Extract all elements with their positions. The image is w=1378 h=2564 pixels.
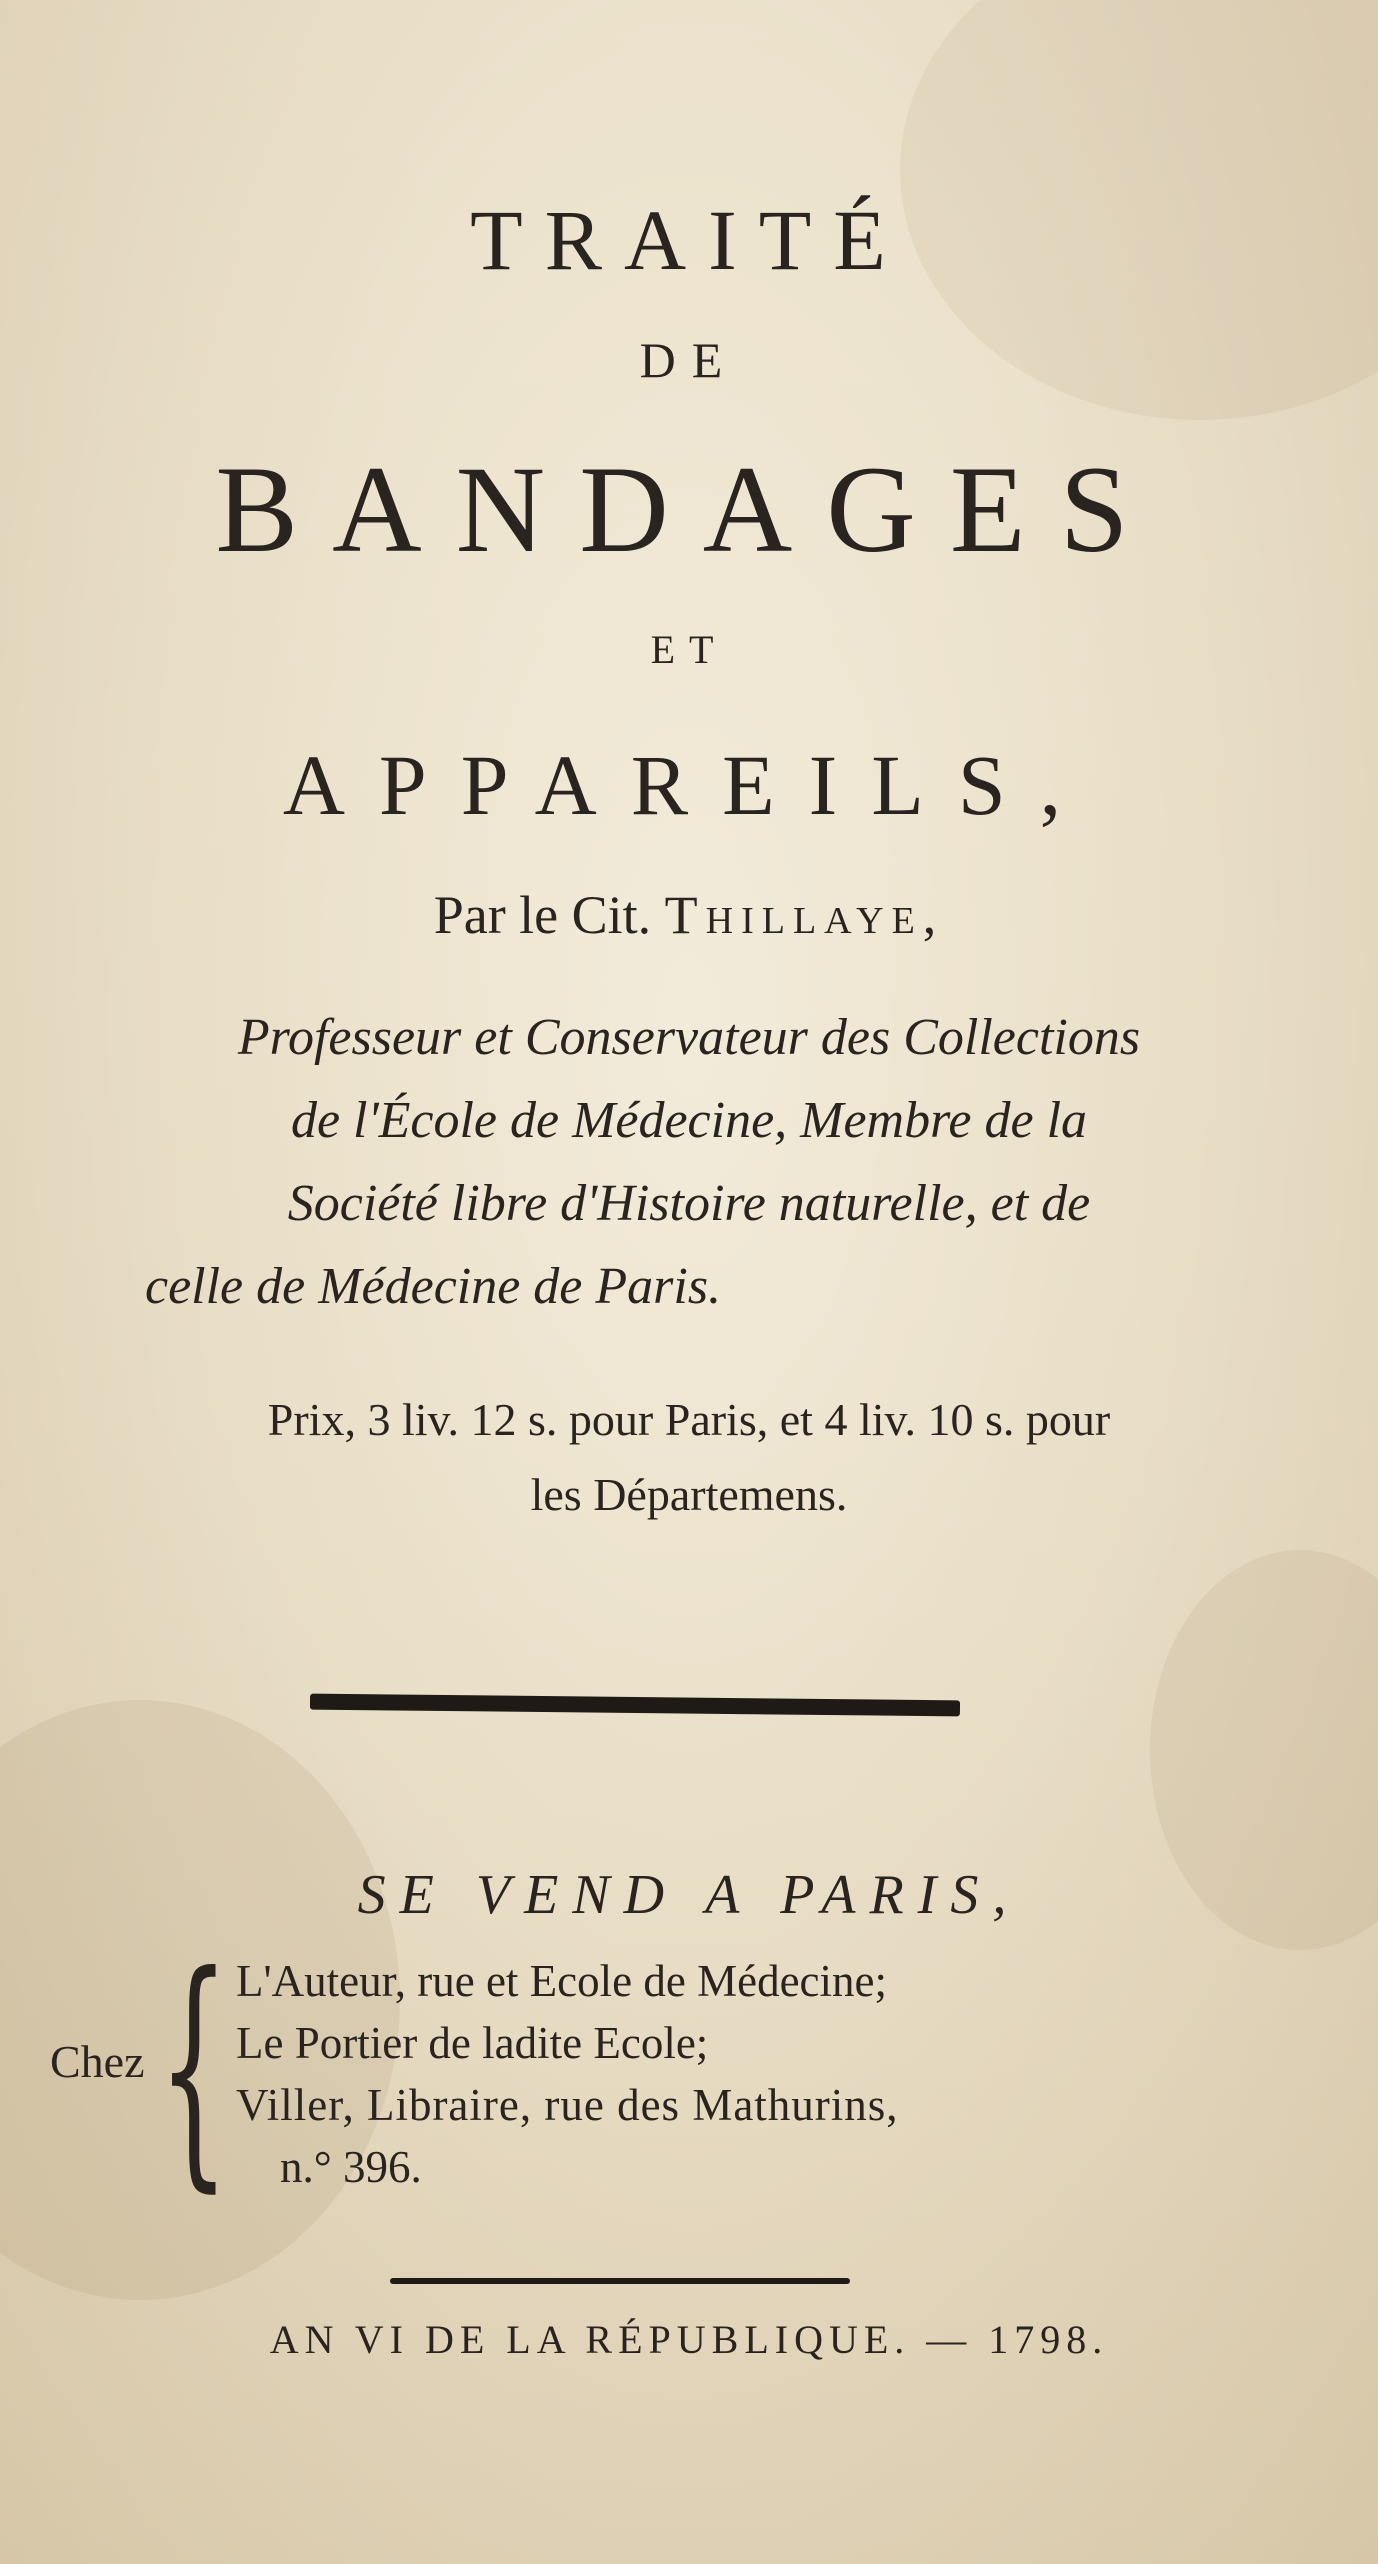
divider-rule-short: [390, 2278, 850, 2284]
address-line-3: Viller, Libraire, rue des Mathurins,: [236, 2080, 899, 2130]
imprint-line: AN VI DE LA RÉPUBLIQUE. — 1798.: [269, 2317, 1109, 2362]
address-line-2: Le Portier de ladite Ecole;: [236, 2018, 709, 2068]
author-line: [0, 880, 1378, 950]
credentials-line-3: Société libre d'Histoire naturelle, et de: [287, 1175, 1091, 1232]
title-de: DE: [639, 332, 739, 388]
address-line-1: L'Auteur, rue et Ecole de Médecine;: [236, 1956, 888, 2006]
curly-brace: {: [158, 1922, 230, 2213]
credentials-line-4: celle de Médecine de Paris.: [145, 1258, 722, 1315]
divider-rule: [310, 1694, 960, 1717]
title-bandages: BANDAGES: [215, 441, 1163, 578]
title-traite: TRAITÉ: [470, 192, 908, 288]
address-block: [40, 1922, 1340, 2215]
author-name: Thillaye,: [664, 885, 945, 945]
sale-heading: SE VEND A PARIS,: [357, 1864, 1021, 1926]
chez-label: Chez: [50, 2036, 145, 2087]
address-line-4: n.° 396.: [280, 2142, 422, 2192]
price-line-2: les Départemens.: [530, 1469, 848, 1520]
credentials-line-2: de l'École de Médecine, Membre de la: [290, 1092, 1088, 1149]
title-et: ET: [650, 627, 728, 672]
credentials-line-1: Professeur et Conservateur des Collections: [237, 1009, 1141, 1066]
price-line-1: Prix, 3 liv. 12 s. pour Paris, et 4 liv. 10 s. pour: [267, 1394, 1111, 1445]
title-appareils: APPAREILS,: [282, 737, 1096, 833]
author-prefix: Par le Cit.: [433, 885, 652, 945]
